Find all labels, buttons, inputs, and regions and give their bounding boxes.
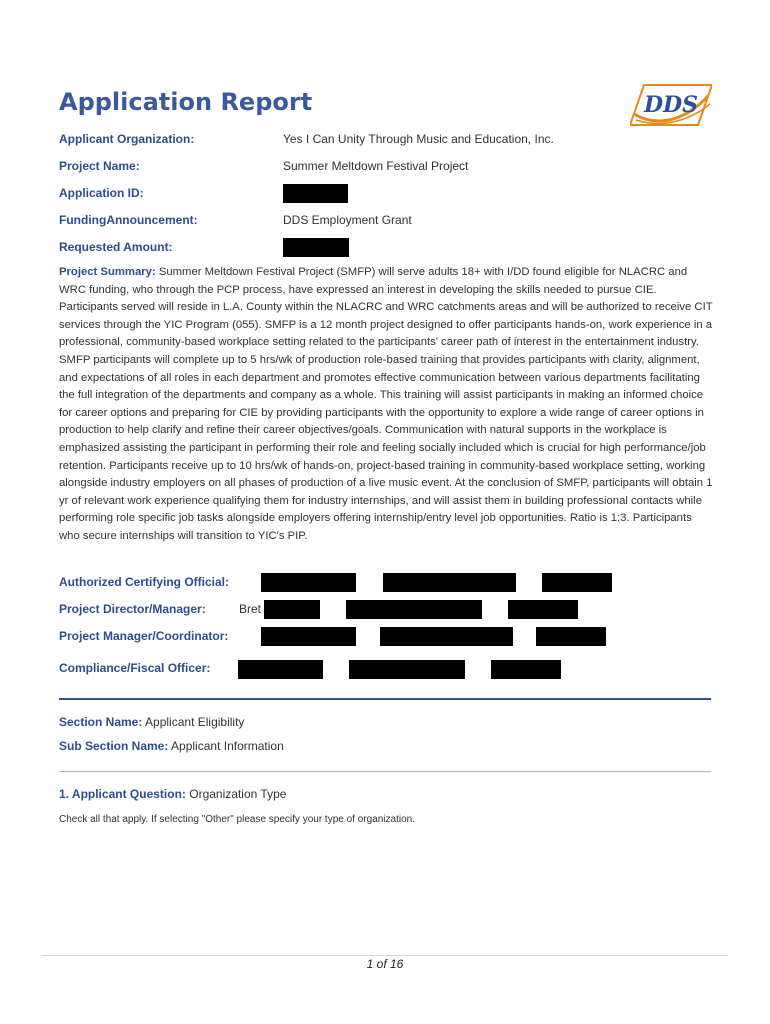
redacted-application-id	[283, 184, 348, 203]
coordinator-label: Project Manager/Coordinator:	[59, 629, 229, 643]
section-name	[59, 715, 244, 729]
redacted-certifying-name	[261, 573, 356, 592]
question-instruction: Check all that apply. If selecting "Other" please specify your type of organization.	[59, 814, 415, 825]
funding-label: FundingAnnouncement:	[59, 213, 198, 227]
applicant-question	[59, 787, 286, 801]
certifying-official-label: Authorized Certifying Official:	[59, 575, 230, 589]
section-name-value: Applicant Eligibility	[145, 715, 245, 729]
project-summary	[59, 264, 713, 546]
redacted-coordinator-contact	[536, 627, 606, 646]
compliance-label: Compliance/Fiscal Officer:	[59, 661, 211, 675]
sub-section-name-value: Applicant Information	[171, 739, 284, 753]
project-summary-text: Summer Meltdown Festival Project (SMFP) will serve adults 18+ with I/DD found eligible for NLACRC and WRC funding, who through the PCP process, have expressed an interest in developing the skills needed to pursue CIE. Participants served will reside in L.A. County within the NLACRC and WRC catchments areas and will be authorized to receive CIT services through the YIC Program (055). SMFP is a 12 month project designed to offer participants hands-on, work experience in a professional, community-based workplace setting related to the participants' career path of interest in the entertainment industry. SMFP participants will complete up to 5 hrs/wk of production role-based training that provides participants with clarity, alignment, and expectations of all roles in each department and promotes effective communication between various departments facilitating the full integration of the departments and company as a whole. This training will assist participants in making an informed choice for career options and preparing for CIE by providing participants with the opportunity to explore a wide range of career options in production to help clarify and refine their career objectives/goals. Communication with natural supports in the workplace is emphasized assisting the participant in performing their role and feeling socially included which is crucial for high performance/job retention. Participants receive up to 10 hrs/wk of hands-on, project-based training in community-based workplace setting, working alongside industry employers on all phases of production of a live music event. At the conclusion of SMFP, participants will obtain 1 yr of relevant work experience qualifying them for industry internships, and will assist them in building professional contacts while performing role specific job tasks alongside employers offering internship/entry level job opportunities. Ratio is 1:3. Participants who secure internships will transition to YIC's PIP.	[59, 266, 713, 542]
dds-logo	[630, 84, 712, 126]
logo-text: DDS	[643, 92, 699, 118]
redacted-compliance-name	[238, 660, 323, 679]
redacted-director-title	[346, 600, 482, 619]
organization-label: Applicant Organization:	[59, 132, 195, 146]
redacted-director-name	[264, 600, 320, 619]
project-name-value: Summer Meltdown Festival Project	[283, 159, 469, 173]
redacted-certifying-title	[383, 573, 516, 592]
organization-value: Yes I Can Unity Through Music and Education, Inc.	[283, 132, 554, 146]
section-divider	[59, 698, 711, 700]
redacted-compliance-title	[349, 660, 465, 679]
question-label: 1. Applicant Question:	[59, 787, 186, 801]
page-number: 1 of 16	[366, 957, 404, 971]
funding-value: DDS Employment Grant	[283, 213, 412, 227]
redacted-compliance-contact	[491, 660, 561, 679]
question-value: Organization Type	[189, 787, 287, 801]
project-name-label: Project Name:	[59, 159, 140, 173]
redacted-requested-amount	[283, 238, 349, 257]
page-title: Application Report	[59, 88, 313, 116]
redacted-certifying-contact	[542, 573, 612, 592]
requested-amount-label: Requested Amount:	[59, 240, 173, 254]
application-id-label: Application ID:	[59, 186, 144, 200]
director-name-visible: Bret	[239, 602, 262, 616]
footer-divider	[42, 955, 728, 956]
question-divider	[59, 771, 711, 772]
redacted-director-contact	[508, 600, 578, 619]
redacted-coordinator-title	[380, 627, 513, 646]
section-name-label: Section Name:	[59, 715, 143, 729]
redacted-coordinator-name	[261, 627, 356, 646]
project-summary-label: Project Summary:	[59, 266, 156, 278]
director-label: Project Director/Manager:	[59, 602, 206, 616]
sub-section-name-label: Sub Section Name:	[59, 739, 169, 753]
sub-section-name	[59, 739, 284, 753]
